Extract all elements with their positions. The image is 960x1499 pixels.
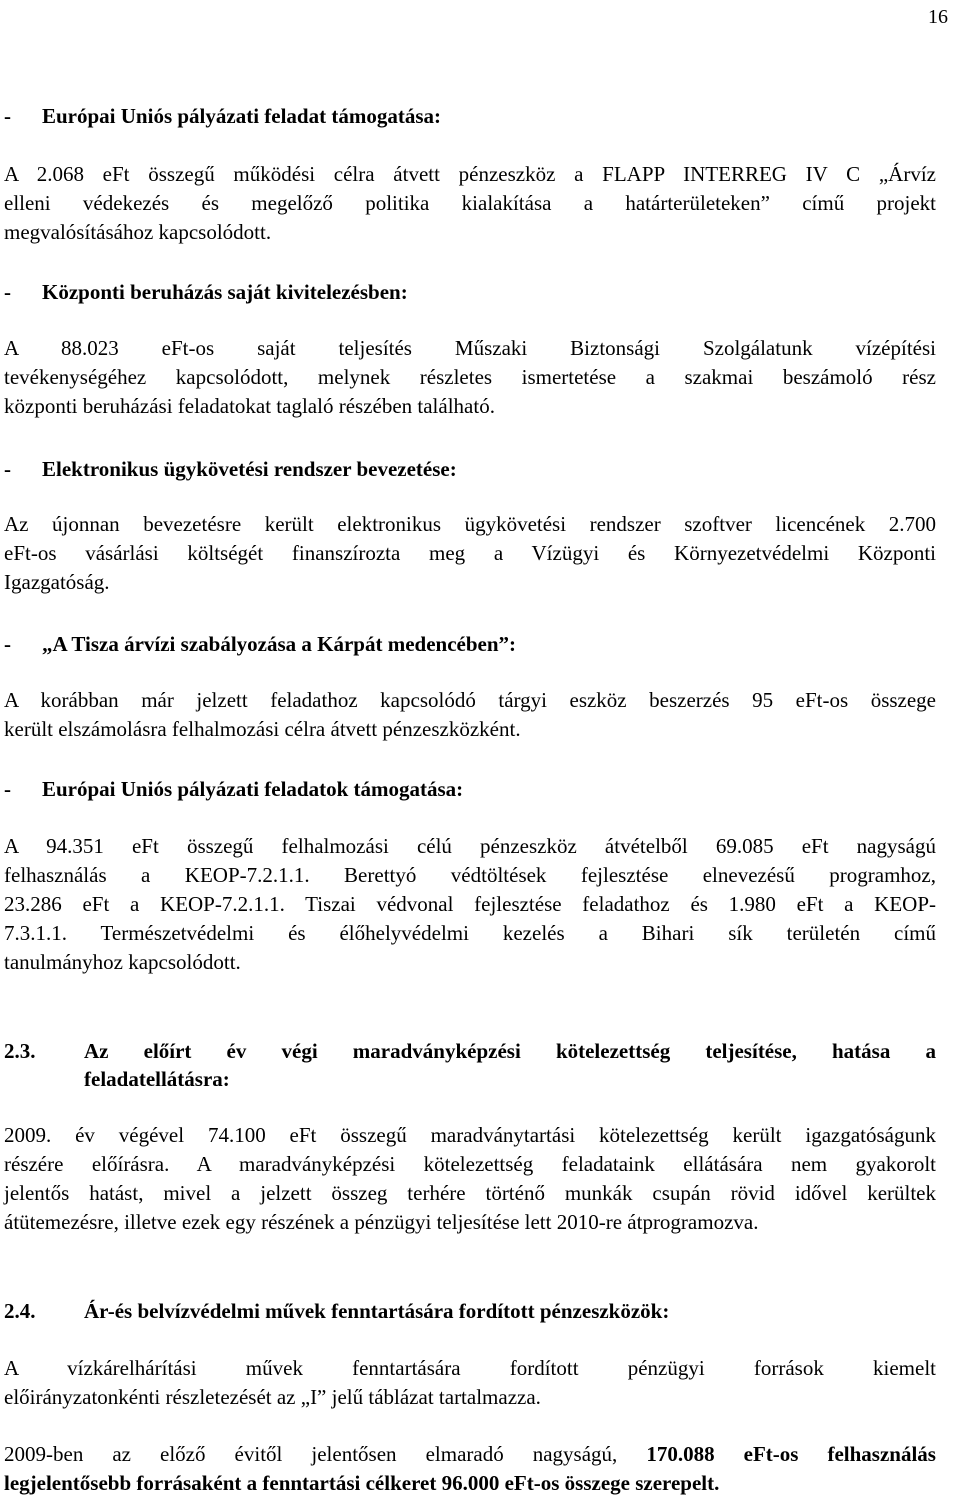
paragraph-line: 2009. év végével 74.100 eFt összegű maradványtartási kötelezettség került igazgatóságunk bbox=[4, 1123, 936, 1147]
paragraph-line: A korábban már jelzett feladathoz kapcsolódó tárgyi eszköz beszerzés 95 eFt-os összege bbox=[4, 688, 936, 712]
paragraph-line: központi beruházási feladatokat taglaló részében található. bbox=[4, 394, 495, 418]
paragraph-line: került elszámolásra felhalmozási célra átvett pénzeszközként. bbox=[4, 717, 521, 741]
heading-text: Európai Uniós pályázati feladat támogatása: bbox=[42, 104, 441, 128]
paragraph-line: megvalósításához kapcsolódott. bbox=[4, 220, 272, 244]
paragraph-line: A 2.068 eFt összegű működési célra átvett pénzeszköz a FLAPP INTERREG IV C „Árvíz bbox=[4, 162, 936, 186]
paragraph-line: részére előírásra. A maradványképzési kötelezettség feladataink ellátására nem gyakorolt bbox=[4, 1152, 936, 1176]
heading-line: Az előírt év végi maradványképzési kötelezettség teljesítése, hatása a bbox=[84, 1039, 936, 1063]
paragraph-line bbox=[4, 1440, 936, 1469]
section-heading-tisza bbox=[4, 630, 936, 658]
paragraph-line: eFt-os vásárlási költségét finanszírozta meg a Vízügyi és Környezetvédelmi Központi bbox=[4, 541, 936, 565]
paragraph-line: tevékenységéhez kapcsolódott, melynek részletes ismertetése a szakmai beszámoló rész bbox=[4, 365, 936, 389]
paragraph-line: Az újonnan bevezetésre került elektronikus ügykövetési rendszer szoftver licencének 2.700 bbox=[4, 512, 936, 536]
paragraph-line: A 94.351 eFt összegű felhalmozási célú pénzeszköz átvételből 69.085 eFt nagyságú bbox=[4, 834, 936, 858]
heading-text: Központi beruházás saját kivitelezésben: bbox=[42, 280, 408, 304]
paragraph-line: előirányzatonkénti részletezését az „I” jelű táblázat tartalmazza. bbox=[4, 1385, 541, 1409]
paragraph-line: 7.3.1.1. Természetvédelmi és élőhelyvédelmi kezelés a Bihari sík területén című bbox=[4, 921, 936, 945]
paragraph-line: elleni védekezés és megelőző politika kialakítása a határterületeken” című projekt bbox=[4, 191, 936, 215]
paragraph-szoftver-licenc bbox=[4, 510, 936, 597]
paragraph-line: A vízkárelhárítási művek fenntartására fordított pénzügyi források kiemelt bbox=[4, 1356, 936, 1380]
paragraph-line: felhasználás a KEOP-7.2.1.1. Berettyó védtöltések fejlesztése elnevezésű programhoz, bbox=[4, 863, 936, 887]
paragraph-line: tanulmányhoz kapcsolódott. bbox=[4, 950, 241, 974]
section-heading-2-4 bbox=[4, 1297, 936, 1325]
section-heading-eu-feladat bbox=[4, 102, 936, 130]
heading-dash: - bbox=[4, 280, 11, 304]
heading-text: Elektronikus ügykövetési rendszer bevezetése: bbox=[42, 457, 457, 481]
paragraph-line: A 88.023 eFt-os saját teljesítés Műszaki Biztonsági Szolgálatunk vízépítési bbox=[4, 336, 936, 360]
paragraph-line: legjelentősebb forrásaként a fenntartási célkeret 96.000 eFt-os összege szerepelt. bbox=[4, 1471, 720, 1495]
heading-text: „A Tisza árvízi szabályozása a Kárpát medencében”: bbox=[42, 632, 517, 656]
section-heading-ugykovetesi bbox=[4, 455, 936, 483]
heading-line: feladatellátásra: bbox=[84, 1067, 230, 1091]
section-heading-eu-feladatok bbox=[4, 775, 936, 803]
paragraph-line: 23.286 eFt a KEOP-7.2.1.1. Tiszai védvonal fejlesztése feladathoz és 1.980 eFt a KEOP- bbox=[4, 892, 936, 916]
section-number: 2.3. bbox=[4, 1039, 36, 1063]
paragraph-eszkoz-beszerzes bbox=[4, 686, 936, 744]
heading-dash: - bbox=[4, 632, 11, 656]
paragraph-keop bbox=[4, 832, 936, 977]
heading-dash: - bbox=[4, 457, 11, 481]
line-text-plain: 2009-ben az előző évitől jelentősen elmaradó nagyságú, bbox=[4, 1442, 647, 1466]
heading-dash: - bbox=[4, 777, 11, 801]
heading-text: Ár-és belvízvédelmi művek fenntartására fordított pénzeszközök: bbox=[84, 1299, 670, 1323]
paragraph-flapp bbox=[4, 160, 936, 247]
paragraph-line: jelentős hatást, mivel a jelzett összeg terhére történő munkák csupán rövid idővel kerültek bbox=[4, 1181, 936, 1205]
paragraph-line: Igazgatóság. bbox=[4, 570, 110, 594]
heading-dash: - bbox=[4, 104, 11, 128]
section-heading-kozponti-beruhazas bbox=[4, 278, 936, 306]
paragraph-line: átütemezésre, illetve ezek egy részének a pénzügyi teljesítése lett 2010-re átprogramozva. bbox=[4, 1210, 759, 1234]
page-number: 16 bbox=[928, 6, 948, 28]
heading-text: Európai Uniós pályázati feladatok támogatása: bbox=[42, 777, 464, 801]
paragraph-maradvanytartas bbox=[4, 1121, 936, 1237]
paragraph-vizkarelharitasi bbox=[4, 1354, 936, 1412]
section-heading-2-3 bbox=[4, 1037, 936, 1093]
line-text-bold: 170.088 eFt-os felhasználás bbox=[646, 1442, 936, 1466]
paragraph-sajat-teljesites bbox=[4, 334, 936, 421]
paragraph-2009-felhasznalas bbox=[4, 1440, 936, 1498]
section-number: 2.4. bbox=[4, 1299, 36, 1323]
